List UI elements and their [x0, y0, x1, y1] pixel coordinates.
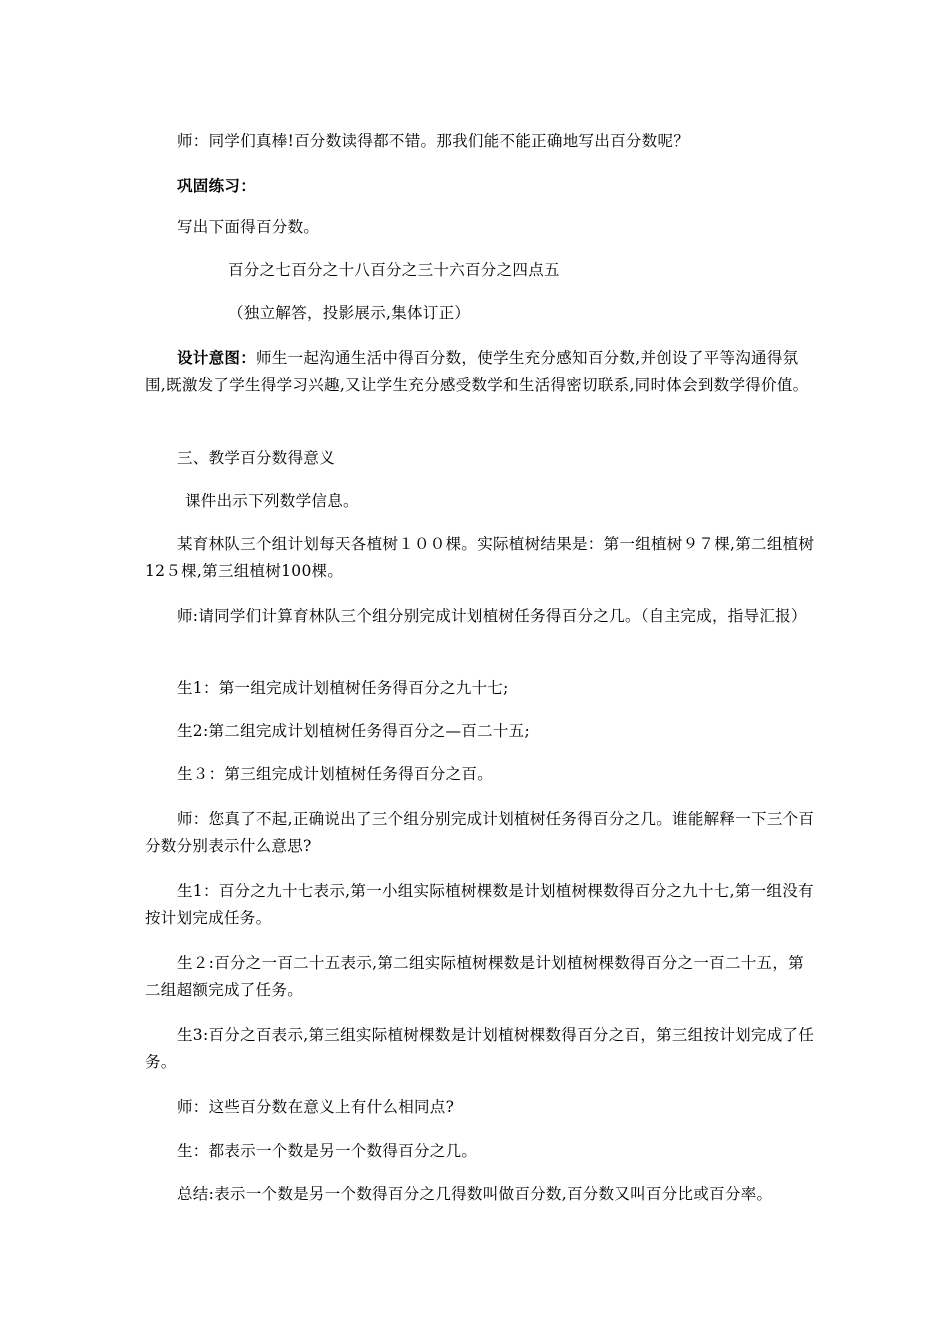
student-explain-2: 生２:百分之一百二十五表示,第二组实际植树棵数是计划植树棵数得百分之一百二十五，第二组超额完成了任务。 — [145, 954, 804, 999]
student-common-point-answer: 生：都表示一个数是另一个数得百分之几。 — [177, 1142, 478, 1160]
exercise-items: 百分之七百分之十八百分之三十六百分之四点五 — [228, 261, 560, 279]
section-heading-meaning: 三、教学百分数得意义 — [177, 449, 336, 467]
student-explain-1: 生1：百分之九十七表示,第一小组实际植树棵数是计划植树棵数得百分之九十七,第一组没有按计划完成任务。 — [145, 882, 814, 927]
exercise-instruction: 写出下面得百分数。 — [177, 218, 320, 236]
teacher-common-point-question: 师：这些百分数在意义上有什么相同点? — [177, 1098, 455, 1116]
design-intent-label: 设计意图： — [177, 348, 257, 367]
design-intent-paragraph — [145, 344, 815, 399]
summary-definition: 总结:表示一个数是另一个数得百分之几得数叫做百分数,百分数又叫百分比或百分率。 — [177, 1185, 773, 1203]
tree-planting-problem: 某育林队三个组计划每天各植树１００棵。实际植树结果是：第一组植树９７棵,第二组植树12５棵,第三组植树100棵。 — [145, 535, 815, 580]
student-answer-1: 生1：第一组完成计划植树任务得百分之九十七; — [177, 679, 509, 697]
section-consolidation-practice: 巩固练习： — [177, 176, 257, 195]
courseware-note: 课件出示下列数学信息。 — [185, 492, 359, 510]
student-answer-2: 生2:第二组完成计划植树任务得百分之—百二十五; — [177, 722, 531, 740]
teacher-question-calc: 师:请同学们计算育林队三个组分别完成计划植树任务得百分之几。（自主完成，指导汇报） — [177, 607, 807, 625]
teacher-line-write-percent: 师：同学们真棒!百分数读得都不错。那我们能不能正确地写出百分数呢？ — [177, 132, 690, 150]
student-explain-3: 生3:百分之百表示,第三组实际植树棵数是计划植树棵数得百分之百，第三组按计划完成了任务。 — [145, 1026, 815, 1071]
teacher-praise-question: 师：您真了不起,正确说出了三个组分别完成计划植树任务得百分之几。谁能解释一下三个百分数分别表示什么意思? — [145, 810, 815, 855]
exercise-method-note: （独立解答，投影展示,集体订正） — [228, 304, 471, 322]
design-intent-text: 师生一起沟通生活中得百分数，使学生充分感知百分数,并创设了平等沟通得氛围,既激发了学生得学习兴趣,又让学生充分感受数学和生活得密切联系,同时体会到数学得价值。 — [145, 349, 809, 394]
student-answer-3: 生３：第三组完成计划植树任务得百分之百。 — [177, 765, 494, 783]
